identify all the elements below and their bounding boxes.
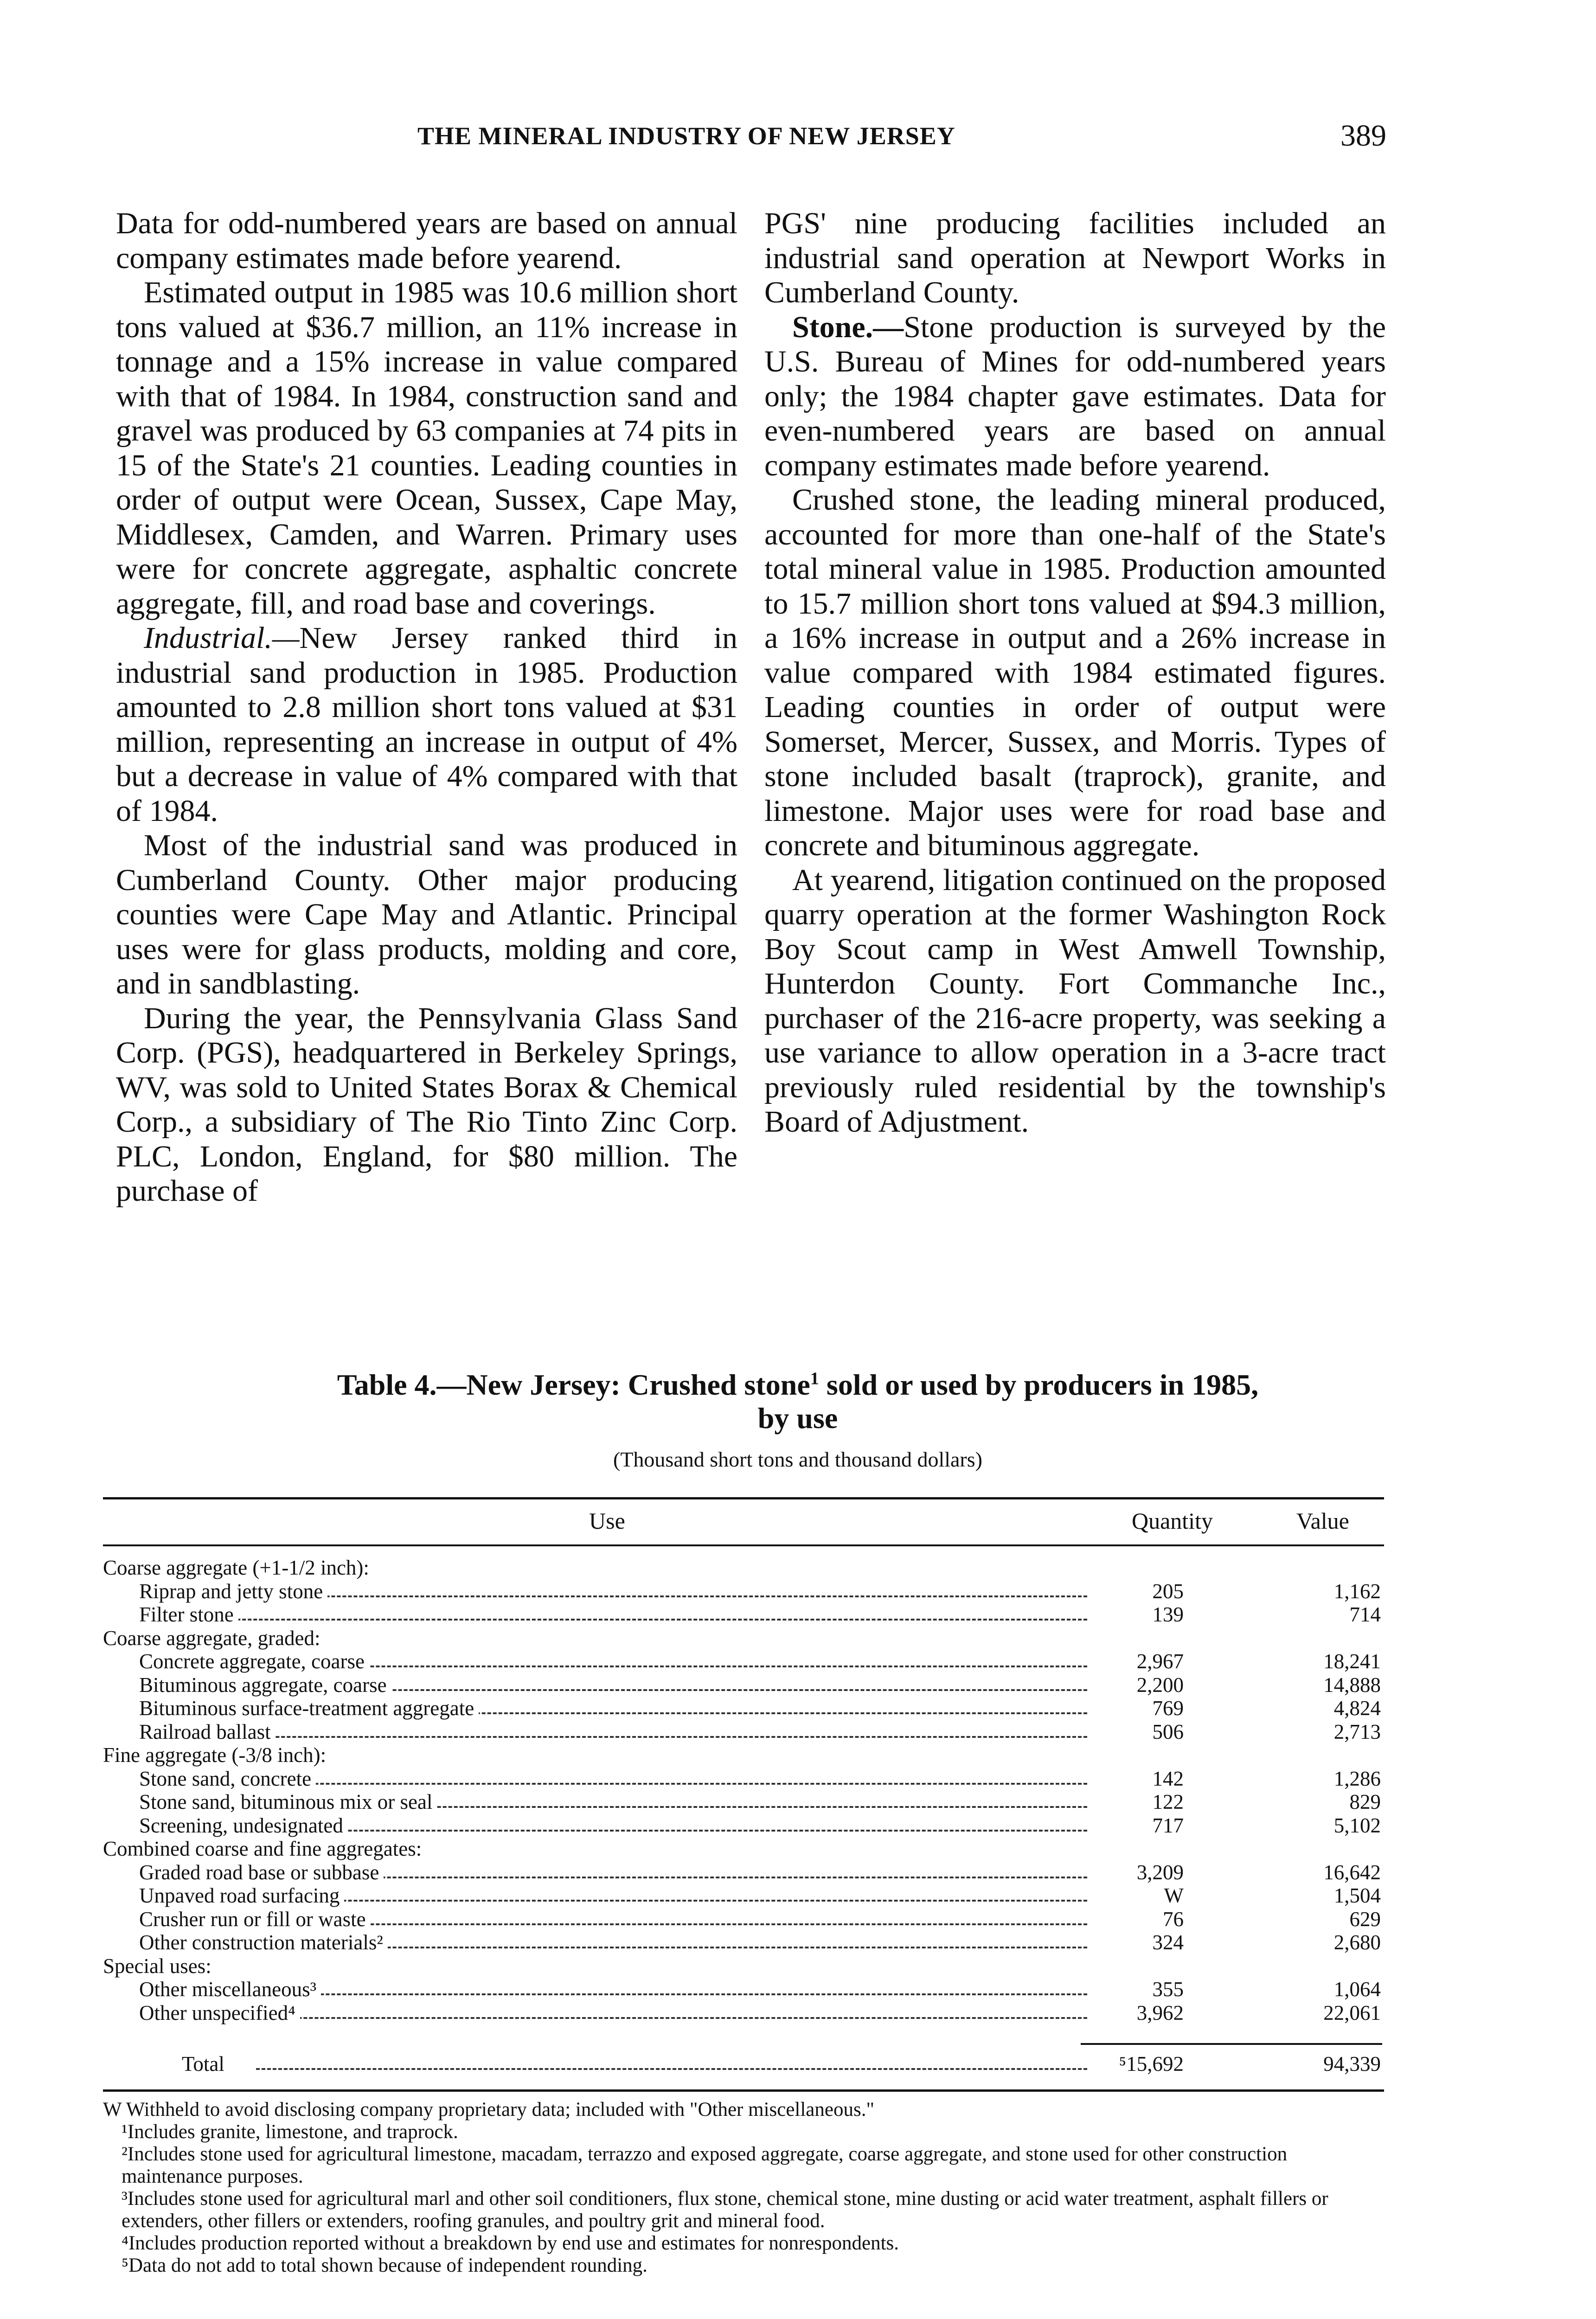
row-label: Bituminous aggregate, coarse (103, 1673, 391, 1697)
table-header-rule (103, 1544, 1384, 1546)
row-label: Concrete aggregate, coarse (103, 1650, 369, 1673)
footnote-w: W Withheld to avoid disclosing company proprietary data; included with "Other miscellaneous." (103, 2099, 875, 2120)
row-quantity: 142 (1152, 1767, 1184, 1790)
row-value: 1,064 (1333, 1978, 1381, 2001)
page-number: 389 (1340, 119, 1386, 153)
row-label: Graded road base or subbase (103, 1861, 384, 1884)
row-value: 1,504 (1333, 1884, 1381, 1907)
row-value: 1,162 (1333, 1579, 1381, 1603)
row-value: 829 (1349, 1790, 1381, 1813)
footnote-1: ¹Includes granite, limestone, and traprock. (122, 2121, 458, 2143)
table-row-total (103, 2052, 1383, 2076)
footnote-3: ³Includes stone used for agricultural marl and other soil conditioners, flux stone, chemical stone, mine dusting or acid water treatment, asphalt fillers or extenders, other fillers or extenders, roofing granules, and poultry grit and mineral food. (122, 2188, 1328, 2232)
row-label: Filter stone (103, 1603, 238, 1627)
row-value: 4,824 (1333, 1697, 1381, 1720)
table-row (103, 1790, 1383, 1814)
table-row (103, 1603, 1383, 1627)
left-column (116, 206, 737, 1209)
table-row (103, 1861, 1383, 1884)
row-label: Riprap and jetty stone (103, 1580, 327, 1603)
paragraph: Estimated output in 1985 was 10.6 million short tons valued at $36.7 million, an 11% increase in tonnage and a 15% increase in value compared with that of 1984. In 1984, construction sand and gravel was produced by 63 companies at 74 pits in 15 of the State's 21 counties. Leading counties in order of output were Ocean, Sussex, Cape May, Middlesex, Camden, and Warren. Primary uses were for concrete aggregate, asphaltic concrete aggregate, fill, and road base and coverings. (116, 275, 737, 621)
row-quantity: 122 (1152, 1790, 1184, 1813)
table-row (103, 1627, 1383, 1650)
row-value: 16,642 (1323, 1860, 1381, 1884)
table-title: Table 4.—New Jersey: Crushed stone$^1$ sold or used by producers in 1985, by use (337, 1368, 1259, 1435)
row-label: Combined coarse and fine aggregates: (103, 1837, 426, 1861)
row-label: Fine aggregate (-3/8 inch): (103, 1743, 331, 1767)
total-quantity: ⁵15,692 (1119, 2052, 1184, 2076)
row-label: Screening, undesignated (103, 1814, 348, 1838)
table-row (103, 1978, 1383, 2001)
running-header: THE MINERAL INDUSTRY OF NEW JERSEY (417, 122, 955, 150)
table-row (103, 1650, 1383, 1673)
paragraph: Most of the industrial sand was produced in Cumberland County. Other major producing counties were Cape May and Atlantic. Principal uses were for glass products, molding and core, and in sandblasting. (116, 828, 737, 1000)
paragraph: At yearend, litigation continued on the proposed quarry operation at the former Washington Rock Boy Scout camp in West Amwell Township, Hunterdon County. Fort Commanche Inc., purchaser of the 216-acre property, was seeking a use variance to allow operation in a 3-acre tract previously ruled residential by the township's Board of Adjustment. (764, 863, 1386, 1139)
row-label: Stone sand, bituminous mix or seal (103, 1790, 437, 1814)
row-value: 5,102 (1333, 1813, 1381, 1837)
total-rule (1081, 2043, 1382, 2045)
row-label: Stone sand, concrete (103, 1767, 316, 1791)
row-quantity: 769 (1152, 1697, 1184, 1720)
row-quantity: 3,209 (1136, 1860, 1184, 1884)
table-row (103, 1931, 1383, 1954)
row-quantity: W (1164, 1884, 1184, 1907)
row-value: 714 (1349, 1603, 1381, 1626)
paragraph: Data for odd-numbered years are based on annual company estimates made before yearend. (116, 206, 737, 275)
table-top-rule (103, 1497, 1384, 1499)
row-quantity: 506 (1152, 1720, 1184, 1743)
footnotes (103, 2099, 1383, 2277)
right-column (764, 206, 1386, 1140)
row-quantity: 717 (1152, 1813, 1184, 1837)
row-value: 14,888 (1323, 1673, 1381, 1697)
footnote-4: ⁴Includes production reported without a breakdown by end use and estimates for nonrespondents. (122, 2232, 899, 2254)
row-label: Other construction materials² (103, 1931, 388, 1954)
row-label: Coarse aggregate (+1-1/2 inch): (103, 1556, 374, 1580)
row-quantity: 2,200 (1136, 1673, 1184, 1697)
row-label: Crusher run or fill or waste (103, 1908, 371, 1931)
table-row (103, 2001, 1383, 2025)
column-header-use: Use (589, 1508, 625, 1534)
footnote-2: ²Includes stone used for agricultural limestone, macadam, terrazzo and exposed aggregate, coarse aggregate, and stone used for other construction maintenance purposes. (122, 2143, 1288, 2187)
section-heading-industrial: Industrial.— (144, 621, 300, 655)
table-row (103, 1767, 1383, 1791)
row-value: 2,680 (1333, 1931, 1381, 1954)
row-quantity: 324 (1152, 1931, 1184, 1954)
row-label: Special uses: (103, 1954, 216, 1978)
table-subtitle: (Thousand short tons and thousand dollars) (613, 1448, 982, 1471)
table-row (103, 1580, 1383, 1603)
row-quantity: 205 (1152, 1579, 1184, 1603)
paragraph: PGS' nine producing facilities included an industrial sand operation at Newport Works in Cumberland County. (764, 206, 1386, 309)
table-row (103, 1837, 1383, 1861)
table-row (103, 1814, 1383, 1838)
table-row (103, 1720, 1383, 1744)
row-label: Other miscellaneous³ (103, 1978, 321, 2001)
table-row (103, 1743, 1383, 1767)
paragraph-industrial: Industrial.—New Jersey ranked third in industrial sand production in 1985. Production amounted to 2.8 million short tons valued at $31 million, representing an increase in output of 4% but a decrease in value of 4% compared with that of 1984. (116, 621, 737, 828)
section-heading-stone: Stone.— (792, 310, 904, 344)
total-section (103, 2052, 1383, 2076)
row-quantity: 355 (1152, 1978, 1184, 2001)
row-label: Railroad ballast (103, 1720, 276, 1744)
row-quantity: 2,967 (1136, 1650, 1184, 1673)
row-value: 22,061 (1323, 2001, 1381, 2024)
row-label: Other unspecified⁴ (103, 2001, 300, 2025)
table-row (103, 1673, 1383, 1697)
leader-dots (256, 2068, 1087, 2070)
column-header-value: Value (1296, 1508, 1349, 1534)
table-bottom-rule (103, 2089, 1384, 2092)
table-row (103, 1954, 1383, 1978)
row-value: 1,286 (1333, 1767, 1381, 1790)
row-label: Coarse aggregate, graded: (103, 1627, 325, 1650)
column-header-quantity: Quantity (1132, 1508, 1213, 1534)
total-label: Total (103, 2052, 229, 2076)
table-row (103, 1884, 1383, 1908)
row-quantity: 76 (1163, 1907, 1184, 1931)
row-value: 629 (1349, 1907, 1381, 1931)
total-value: 94,339 (1323, 2052, 1381, 2076)
row-label: Unpaved road surfacing (103, 1884, 344, 1908)
paragraph-stone: Stone.—Stone production is surveyed by the U.S. Bureau of Mines for odd-numbered years only; the 1984 chapter gave estimates. Data for even-numbered years are based on annual company estimates made before yearend. (764, 310, 1386, 482)
row-quantity: 139 (1152, 1603, 1184, 1626)
paragraph: Crushed stone, the leading mineral produced, accounted for more than one-half of the State's total mineral value in 1985. Production amounted to 15.7 million short tons valued at $94.3 million, a 16% increase in output and a 26% increase in value compared with 1984 estimated figures. Leading counties in order of output were Somerset, Mercer, Sussex, and Morris. Types of stone included basalt (traprock), granite, and limestone. Major uses were for road base and concrete and bituminous aggregate. (764, 483, 1386, 862)
footnote-5: ⁵Data do not add to total shown because of independent rounding. (122, 2255, 647, 2276)
row-quantity: 3,962 (1136, 2001, 1184, 2024)
row-value: 2,713 (1333, 1720, 1381, 1743)
paragraph: During the year, the Pennsylvania Glass Sand Corp. (PGS), headquartered in Berkeley Springs, WV, was sold to United States Borax & Chemical Corp., a subsidiary of The Rio Tinto Zinc Corp. PLC, London, England, for $80 million. The purchase of (116, 1001, 737, 1208)
row-value: 18,241 (1323, 1650, 1381, 1673)
table-row (103, 1556, 1383, 1580)
table-body (103, 1556, 1383, 2024)
table-row (103, 1908, 1383, 1931)
table-row (103, 1697, 1383, 1720)
row-label: Bituminous surface-treatment aggregate (103, 1697, 479, 1720)
leader-dots (131, 1619, 1087, 1621)
